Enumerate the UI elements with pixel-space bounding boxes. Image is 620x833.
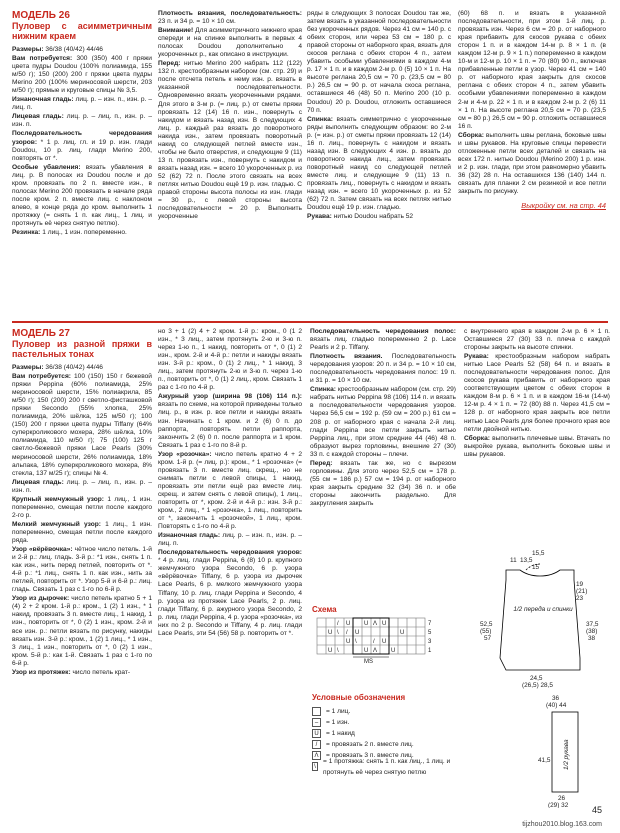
m26-col2-body (158, 10, 302, 221)
legend-symbol-icon (312, 707, 321, 716)
diag-sleeve-top: 36 (552, 695, 560, 702)
paragraph-label: Последовательность чередования узоров: (158, 549, 302, 557)
paragraph (12, 364, 152, 372)
paragraph-text: ряды в следующих 3 полосах Doudou так же, затем вязать в указанной последовательности без укороченных рядов. Через 41 см = 140 р. с обеих сторон, или через 53 см = 180 р. с правой стороны от наборного края, вязать для скосов реглана с обеих сторон 4 п., затем убавить особыми убавлениями в каждом 4-м р. 17 × 1 п. и в каждом 2-м р. 0 (5) 10 × 1 п. На высоте реглана 20,5 см = 70 р. (23,5 см = 80 р.) 26,5 см = 90 р. от начала скоса реглана, оставшиеся 46 (48) 50 п. Merino 200 (10 р. Doudou) 20 р. Doudou, отложить оставшиеся 70 п. (307, 10, 451, 114)
paragraph-label: Сборка: (458, 131, 484, 139)
paragraph-text: вязать убавления в лиц. р. В полосах из Doudou после и до кром. провязать по 2 п. вместе изн., в полосах Merino 200 провязать в начале ряда после кром. 2 п. вместе лиц. с наклоном влево, в конце ряда до кром. выполнить 1 протяжку (= снять 1 п. как лиц., 1 лиц. и протянуть её через снятую петлю). (12, 163, 152, 227)
paragraph (12, 55, 152, 95)
svg-text:U: U (364, 621, 369, 627)
paragraph-text: крестообразным набором (см. стр. 29) набрать нитью Peppina 98 (106) 114 п. и вязать в последовательности чередования узоров. Через 56,5 см = 192 р. (59 см = 200 р.) 61 см = 208 р. от наборного края с начала 2-й лиц. глади Peppina все петли закрыть нитью Peppina лиц., при этом средние 44 (46) 48 п. образуют вырез горловины, внешние 27 (30) 33 п. с каждой стороны – плечи. (310, 386, 456, 458)
diag-len1: 19 (576, 581, 584, 588)
paragraph-text: 100 (150) 150 г бежевой пряжи Peppina (60% полиамида, 25% мериносовой шерсти, 15% полиакрила, 85 м/50 г); 150 (200) 200 г светло-фисташковой пряжи Secondo (55% хлопка, 25% полиамида, 20% шёлка, 125 м/50 г); 100 (150) 200 г пряжи цвета пудры Tiffany (64% суперкроликового мохера, 28% шёлка, 10% полиамида, 110 м/50 г); 75 (100) 125 г светло-бежевой пряжи Lace Pearls (30% мериносовой шерсти, 26% полиамида, 18% альпака, 18% суперкроликового мохера, 8% стекла, 137 м/25 г); спицы № 4. (12, 373, 152, 477)
paragraph-text: лиц. р. – изн. п., изн. р. – лиц. п. (158, 532, 302, 548)
m27-col1 (12, 328, 152, 818)
svg-text:U: U (391, 648, 396, 654)
svg-text:U: U (328, 648, 333, 654)
svg-text:Λ: Λ (373, 648, 378, 654)
paragraph (12, 164, 152, 228)
diag-sleeve-label: 1/2 рукава (563, 739, 570, 770)
paragraph-text: лиц. р. – лиц. п., изн. р. – изн. п. (12, 478, 152, 494)
paragraph-label: Плотность вязания, последовательность: (158, 10, 302, 17)
paragraph-label: Перед: (158, 60, 181, 68)
m26-col1-body (12, 46, 152, 237)
legend-text: = провязать 2 п. вместе лиц. (326, 741, 414, 748)
paragraph-text: выполнить плечевые швы. Втачать по выкройке рукава, выполнить боковые швы и швы рукавов. (464, 434, 610, 458)
svg-text:U: U (346, 621, 351, 627)
legend-symbol-icon: Λ (312, 751, 321, 760)
svg-text:U: U (382, 639, 387, 645)
svg-text:\: \ (337, 648, 339, 654)
m27-col3 (310, 328, 456, 618)
legend-item (312, 706, 457, 717)
paragraph (310, 353, 456, 385)
paragraph (12, 546, 152, 594)
legend-symbol-icon: / (312, 740, 321, 749)
diag-neck1: 13,5 (520, 557, 533, 564)
paragraph-label: Последовательность чередования полос: (310, 328, 456, 335)
diag-h2: (55) (480, 628, 492, 635)
paragraph-label: Узор «вёрёвочка»: (12, 546, 73, 554)
paragraph (458, 10, 606, 131)
paragraph (12, 96, 152, 112)
paragraph-label: Плотность вязания. (310, 353, 383, 361)
m26-col2 (158, 10, 302, 315)
paragraph-label: Рукава: (464, 353, 489, 361)
paragraph-label: Мелкий жемчужный узор: (12, 520, 101, 528)
paragraph-text: 1 лиц., 1 изн. попеременно, смещая петли после каждого ряда. (12, 520, 152, 544)
schema-row-5: 5 (428, 630, 432, 636)
paragraph (307, 213, 451, 221)
paragraph-label: Лицевая гладь: (12, 478, 64, 486)
paragraph (307, 116, 451, 213)
paragraph-text: 36/38 (40/42) 44/46 (43, 46, 103, 53)
paragraph-label: Особые убавления: (12, 163, 81, 171)
paragraph-label: Перед: (310, 459, 333, 467)
legend-symbol-icon: – (312, 718, 321, 727)
paragraph (12, 595, 152, 667)
m27-col2 (158, 328, 302, 818)
paragraph (158, 328, 302, 392)
svg-text:\: \ (337, 630, 339, 636)
svg-text:U: U (355, 630, 360, 636)
paragraph-text: 1 лиц., 1 изн. попеременно. (40, 229, 127, 237)
diag-sleeve-w2: (29) 32 (548, 802, 569, 808)
paragraph-text: 1 лиц., 1 изн. попеременно, смещая петли после каждого 2-го р. (12, 495, 152, 519)
legend-item (312, 728, 457, 739)
diag-h3: 57 (484, 635, 492, 642)
paragraph (310, 386, 456, 458)
paragraph-label: Рукава: (307, 213, 332, 221)
paragraph (310, 328, 456, 352)
paragraph-label: Сборка: (464, 434, 490, 442)
diag-hh2: (38) (586, 628, 598, 635)
legend (312, 706, 457, 776)
m27-col1-body (12, 364, 152, 677)
page-number: 45 (591, 805, 602, 815)
svg-text:Λ: Λ (373, 621, 378, 627)
paragraph-label: Узор «розочка»: (158, 450, 212, 458)
diag-len2: (21) (576, 588, 588, 595)
paragraph-text: с внутреннего края в каждом 2-м р. 6 × 1 п. Оставшиеся 27 (30) 33 п. плеча с каждой стороны закрыть на высоте спинки. (464, 328, 610, 352)
m27-col4-body (464, 328, 610, 459)
schema-row-7: 7 (428, 621, 432, 627)
legend-symbol-icon: U (312, 729, 321, 738)
paragraph-text: Для асимметричного нижнего края спереди и на спинке выполнить в первых 4 полосах Doudou дополнительно 4 укороченных р., как описано в инструкции. (158, 27, 302, 59)
paragraph (12, 669, 152, 677)
paragraph (158, 532, 302, 548)
paragraph-text: число петель крат- (70, 668, 131, 676)
schema-chart (312, 616, 442, 666)
paragraph (12, 46, 152, 54)
pattern-link[interactable]: Выкройку см. на стр. 44 (521, 201, 606, 211)
paragraph (307, 10, 451, 115)
paragraph (158, 549, 302, 638)
paragraph (12, 479, 152, 495)
schema-row-3: 3 (428, 639, 432, 645)
paragraph-text: 300 (350) 400 г пряжи цвета пудры Doudou (100% полиамида, 155 м/50 г); 150 (200) 200 г пряжи цвета пудры Merino 200 (100% мериносовой шерсти, 203 м/50 г); прямые и круговые спицы № 3,5. (12, 55, 152, 95)
paragraph (310, 460, 456, 508)
svg-text:U: U (400, 630, 405, 636)
paragraph-label: Размеры: (12, 364, 44, 371)
paragraph-label: Размеры: (12, 46, 44, 53)
legend-title: Условные обозначения (312, 693, 406, 702)
paragraph-text: число петель кратно 4 + 2 кром. 1-й р. (= лиц. р.): кром., * 1 «розочка» (= провязать 3 п. вместе лиц. скрещ., но не снимать петли с левой спицы, 1 накид, провязать эти петли ещё раз вместе лиц. скрещ. и затем снять с левой спицы), 1 лиц., повторить от *, кром. 2-й и 4-й р.: изн. 3-й р.: кром., 2 лиц., * 1 «розочка», 1 лиц., повторить от *, закончить 1 «розочкой», 1 лиц., кром. Повторять с 1-го по 4-й р. (158, 450, 302, 531)
m26-col4-body (458, 10, 606, 196)
section-divider (12, 321, 608, 323)
m27-col4 (464, 328, 610, 533)
m27-subtitle: Пуловер из разной пряжи в пастельных тонах (12, 339, 152, 359)
paragraph-text: число петель кратно 5 + 1 (4) 2 + 2 кром. 1-й р.: кром., 1 (2) 1 изн., * 1 накид, провязать 3 п. вместе лиц., 1 накид, 1 изн., повторить от *, 0 (2) 1 изн., кром. 2-й и все изн. р.: петли вязать по рисунку, накиды вязать изн. 3-й р.: кром., 1 (2) 1 лиц., * 1 изн., 3 лиц., 1 изн., повторить от *, 0 (2) 1 изн., кром. 5-й р.: как 1-й. Связать 1 раз с 1-го по 6-й р. (12, 595, 152, 667)
m26-col1 (12, 10, 152, 315)
paragraph-label: Крупный жемчужный узор: (12, 495, 104, 503)
paragraph (158, 393, 302, 449)
svg-text:U: U (328, 630, 333, 636)
diag-shoulder: 11 (510, 557, 517, 564)
paragraph-label: Вам потребуется: (12, 373, 71, 381)
svg-text:U: U (382, 621, 387, 627)
legend-item (312, 757, 457, 776)
paragraph (12, 496, 152, 520)
diag-width2: (26,5) 28,5 (522, 682, 553, 689)
legend-item (312, 739, 457, 750)
schema-row-1: 1 (428, 648, 432, 654)
paragraph-label: Вам потребуется: (12, 55, 73, 63)
paragraph-text: выполнить швы реглана, боковые швы и швы рукавов. На круговые спицы перевести отложенные петли всех деталей и связать на всех 172 п. нитью Doudou (Merino 200) 1 р. изн. и 2 р. изн. глади, при этом равномерно убавить 36 (32) 28 п. На оставшихся 136 (140) 144 п. связать для планки 2 см резинкой и все петли закрыть по рисунку. (458, 131, 606, 196)
paragraph-text: Последовательность чередования узоров: 20 п. и 34 р. = 10 × 10 см, последовательность чередования полос: 19 п. и 31 р. = 10 × 10 см. (310, 353, 456, 385)
m27-title: МОДЕЛЬ 27 (12, 328, 70, 339)
m26-subtitle: Пуловер с асимметричным нижним краем (12, 21, 152, 41)
paragraph-text: вязать так же, но с вырезом горловины. Для этого через 52,5 см = 178 р. (55 см = 186 р.) 57 см = 194 р. от наборного края закрыть средние 32 (34) 36 п. и обе стороны закончить раздельно. Для закругления закрыть (310, 459, 456, 507)
diag-len3: 23 (576, 595, 584, 602)
legend-text: = 1 лиц. (326, 708, 351, 715)
paragraph-label: Лицевая гладь: (12, 113, 64, 121)
schema-title: Схема (312, 605, 337, 614)
paragraph (12, 521, 152, 545)
diag-width: 24,5 (530, 675, 543, 682)
svg-text:/: / (337, 621, 339, 627)
paragraph (158, 60, 302, 221)
diag-h1: 52,5 (480, 621, 493, 628)
svg-text:\: \ (355, 639, 357, 645)
legend-item (312, 717, 457, 728)
site-url: tijzhou2010.blog.163.com (522, 821, 602, 828)
m26-col3-body (307, 10, 451, 221)
m27-col3-body (310, 328, 456, 508)
paragraph-label: Изнаночная гладь: (158, 532, 221, 540)
paragraph-text: вязать по схеме, на которой приведены только лиц. р., в изн. р. все петли и накиды вязать изн. Начинать с 1 кром. и 2 (6) 0 п. до раппорта, повторять петли раппорта, закончить 2 (6) 0 п. после раппорта и 1 кром. Связать 1 раз с 1-го по 8-й р. (158, 401, 302, 449)
paragraph-text: 36/38 (40/42) 44/46 (43, 364, 103, 371)
paragraph-label: Спинка: (307, 115, 333, 123)
paragraph-label: Спинка: (310, 386, 336, 394)
paragraph-label: Внимание! (158, 27, 194, 35)
m26-title: МОДЕЛЬ 26 (12, 10, 70, 21)
m26-col3 (307, 10, 451, 315)
paragraph-label: Резинка: (12, 229, 41, 237)
paragraph (464, 435, 610, 459)
paragraph-text: чётное число петель. 1-й и 2-й р.: лиц. гладь. 3-й р.: *1 изн., снять 1 п. как изн., нить перед петлей, повторить от *. 4-й р.: *1 лиц., снять 1 п. как изн., нить за петлей, повторить от *. Узор 5-й и 6-й р.: лиц. гладь. Связать 1 раз с 1-го по 6-й р. (12, 546, 152, 594)
paragraph-text: лиц. р. – лиц. п., изн. р. – изн. п. (12, 113, 152, 129)
paragraph (12, 113, 152, 129)
paragraph-text: вязать симметрично с укороченные ряды выполнить следующим образом: во 2-м р. (= изн. р.) от сметы пряжи провязать 12 (14) 16 п. лиц., повернуть с накидом и вязать назад изн. В следующих 4 изн. р. вязать до поворотного накида лиц., затем провязать поворотный накид со следующей петлей вместе лиц. и следующие 9 (11) 13 п. провязать лиц., повернуть с накидом и вязать назад изн. = всего 10 укороченных р. из 52 (62) 72 п. Затем связать на всех петлях нитью Doudou ещё 19 р. изн. гладью. (307, 115, 451, 212)
paragraph-text: (60) 68 п. и вязать в указанной последовательности, при этом 1-й лиц. р. провязать изн. Через 6 см = 20 р. от наборного края прибавить для скосов рукава с обеих сторон 1 п. и в каждом 14-м р. 8 × 1 п. (в каждом 12-м р. 9 × 1 п.) попеременно в каждом 10-м и 12-м р. 10 × 1 п. = 70 (80) 90 п., включая прибавленные петли в узор. Через 41 см = 140 р. от наборного края закрыть для скосов реглана с обеих сторон 4 п., затем убавить особыми убавлениями попеременно в каждом 2-м и 4-м р. 22 × 1 п. и в каждом 2-м р. 2 (6) 11 × 1 п. На высоте реглана 20,5 см = 70 р. (23,5 см = 80 р.) 26,5 см = 90 р. отложить оставшиеся 16 п. (458, 10, 606, 130)
legend-symbol-icon: \ (312, 762, 318, 771)
diag-sleeve-h: 41,5 (538, 757, 551, 764)
svg-text:/: / (346, 630, 348, 636)
legend-text: = 1 протяжка: снять 1 п. как лиц., 1 лиц. и протянуть её через снятую петлю (323, 757, 451, 776)
paragraph (464, 328, 610, 352)
svg-text:/: / (373, 639, 375, 645)
paragraph (12, 373, 152, 478)
paragraph (158, 27, 302, 59)
paragraph (464, 353, 610, 433)
paragraph (458, 132, 606, 196)
diag-hh1: 37,5 (586, 621, 599, 628)
schema-ms: MS (364, 659, 373, 665)
paragraph-text: но 3 + 1 (2) 4 + 2 кром. 1-й р.: кром., 0 (1 2 изн., * 3 лиц., затем протянуть 2-ю и 3-ю п. через 1-ю п., 1 накид, повторить от *, 0 (1) 2 изн., кром. 2-й и 4-й р.: петли и накиды вязать изн. 3-й р.: кром., 0 (1) 2 лиц., * 1 накид, 3 лиц., затем протянуть 2-ю и 3-ю п. через 1-ю п., повторить от *, 0 (1) 2 лиц., кром. Связать 1 раз с 1-го по 4-й р. (158, 328, 302, 392)
garment-diagram (470, 540, 615, 808)
legend-text: = провязать 3 п. вместе лиц. (326, 752, 414, 759)
paragraph-text: вязать лиц. гладью попеременно 2 р. Lace Pearls и 2 р. Tiffany. (310, 336, 456, 352)
diag-neck2: 15 (532, 564, 540, 571)
paragraph (12, 229, 152, 237)
m26-col4 (458, 10, 606, 315)
paragraph-text: лиц. р. – изн. п., изн. р. – лиц. п. (12, 96, 152, 112)
paragraph-text: нитью Merino 200 набрать 112 (122) 132 п. крестообразным набором (см. стр. 29) и после отсчета петель к нему изн. р. вязать в указанной последовательности. Одновременно вязать укороченными рядами. Для этого в 3-м р. (= лиц. р.) от сметы пряжи провязать 12 (14) 16 п. изн., повернуть с накидом и вязать назад изн. В следующих 4 лиц. р. каждый раз вязать до поворотного накида изн., затем провязать поворотный накид со следующей петлей вместе изн., чтобы не было отверстия, и следующие 9 (11) 13 п. провязать изн., повернуть с накидом и вязать назад изн. = всего 10 укороченных р. из 52 (62) 72 п. После этого связать на всех петлях нитью Doudou ещё 19 р. изн. гладью. С правой стороны высота полосы из изн. глади = 30 р., с левой стороны высота последовательности = 20 р. Выполнить укороченные (158, 60, 302, 221)
svg-text:U: U (346, 639, 351, 645)
svg-text:U: U (364, 648, 369, 654)
paragraph-text: 23 п. и 34 р. = 10 × 10 см. (158, 18, 236, 26)
m27-col2-body (158, 328, 302, 638)
diag-sleeve-top2: (40) 44 (546, 702, 567, 709)
paragraph-text: * 4 р. лиц. глади Peppina, 6 (8) 10 р. крупного жемчужного узора Secondo, 6 р. узора «вёрёвочка» Tiffany, 6 р. узора из дырочек Lace Pearls, 6 р. мелкого жемчужного узора Tiffany, 10 р. лиц. глади Peppina и Secondo, 4 р. узора из протяжек Lace Pearls, 2 р. лиц. глади Tiffany, 6 р. ажурного узора Secondo, 2 р. лиц. глади Peppina, 4 р. узора «розочка», из них по 2 р. Secondo и Tiffany, 4 р. лиц. глади Lace Pearls, эти 54 (56) 58 р. повторить от *. (158, 557, 302, 637)
paragraph-label: Ажурный узор (ширина 98 (106) 114 п.): (158, 393, 302, 401)
diag-sleeve-w: 26 (558, 795, 566, 802)
diag-front-label: 1/2 переда и спинки (513, 606, 573, 613)
legend-text: = 1 изн. (326, 719, 350, 726)
paragraph-label: Узор из протяжек: (12, 668, 71, 676)
paragraph-label: Последовательность чередования узоров: (12, 130, 152, 146)
paragraph-text: * 1 р. лиц. гл. и 19 р. изн. глади Doudou, 10 р. лиц. глади Merino 200, повторять от *. (12, 138, 152, 162)
paragraph (12, 130, 152, 162)
diag-hh3: 38 (588, 635, 596, 642)
paragraph-label: Узор из дырочек: (12, 595, 70, 603)
paragraph-text: крестообразным набором набрать нитью Lace Pearls 52 (58) 64 п. и вязать в последовательности чередования полос. Для скосов рукава прибавить от наборного края соответствующим цветом с обеих сторон в каждом 8-м р. 6 × 1 п. и в каждом 16-м (14-м) 12-м р. 4 × 1 п. = 72 (80) 88 п. Через 41,5 см = 128 р. от наборного края закрыть все петли нитью Lace Pearls для более прочного края все петли двойной нитью. (464, 353, 610, 433)
paragraph-label: Изнаночная гладь: (12, 96, 74, 104)
legend-text: = 1 накид (326, 730, 355, 737)
diag-neck3: 15,5 (532, 550, 545, 557)
paragraph (158, 10, 302, 26)
paragraph-text: нитью Doudou набрать 52 (331, 213, 414, 221)
paragraph (158, 451, 302, 531)
